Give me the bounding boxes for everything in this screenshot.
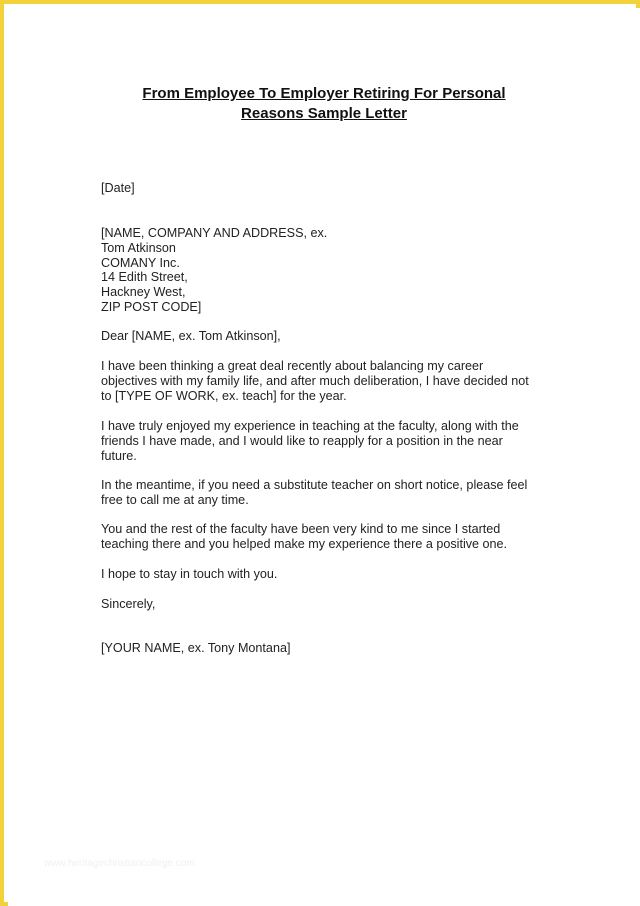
paragraph-line: to [TYPE OF WORK, ex. teach] for the year. (101, 388, 347, 403)
recipient-line: 14 Edith Street, (101, 270, 188, 285)
closing-text: Sincerely, (101, 597, 156, 611)
paragraph-line: You and the rest of the faculty have been very kind to me since I started (101, 522, 501, 536)
signature-text: [YOUR NAME, ex. Tony Montana] (101, 641, 291, 655)
recipient-line: Tom Atkinson (101, 240, 176, 255)
paragraph-line: future. (101, 448, 137, 463)
recipient-line: COMANY Inc. (101, 255, 180, 270)
salutation-text: Dear [NAME, ex. Tom Atkinson], (101, 329, 281, 343)
paragraph-line: teaching there and you helped make my experience there a positive one. (101, 536, 508, 551)
paragraph-1 (101, 359, 561, 403)
letter-title-line-2: Reasons Sample Letter (241, 105, 407, 122)
letter-page (8, 8, 640, 906)
salutation (101, 329, 561, 344)
paragraph-line: I hope to stay in touch with you. (101, 567, 278, 581)
paragraph-5 (101, 567, 561, 582)
paragraph-line: In the meantime, if you need a substitute teacher on short notice, please feel (101, 478, 528, 492)
recipient-line: ZIP POST CODE] (101, 299, 202, 314)
paragraph-3 (101, 478, 561, 508)
paragraph-line: friends I have made, and I would like to reapply for a position in the near (101, 433, 503, 448)
date-text: [Date] (101, 181, 135, 195)
letter-title (8, 84, 640, 124)
closing (101, 597, 561, 612)
paragraph-line: objectives with my family life, and after much deliberation, I have decided not (101, 373, 529, 388)
watermark-text: www.heritagechristiancollege.com (44, 858, 195, 869)
signature (101, 641, 561, 656)
date-line (101, 181, 561, 196)
paragraph-2 (101, 419, 561, 463)
recipient-line: [NAME, COMPANY AND ADDRESS, ex. (101, 226, 328, 240)
paragraph-4 (101, 522, 561, 552)
recipient-address-block (101, 226, 561, 315)
letter-title-line-1: From Employee To Employer Retiring For Personal (142, 85, 506, 102)
paragraph-line: I have been thinking a great deal recently about balancing my career (101, 359, 484, 373)
paragraph-line: free to call me at any time. (101, 492, 249, 507)
recipient-line: Hackney West, (101, 285, 186, 300)
paragraph-line: I have truly enjoyed my experience in teaching at the faculty, along with the (101, 419, 519, 433)
